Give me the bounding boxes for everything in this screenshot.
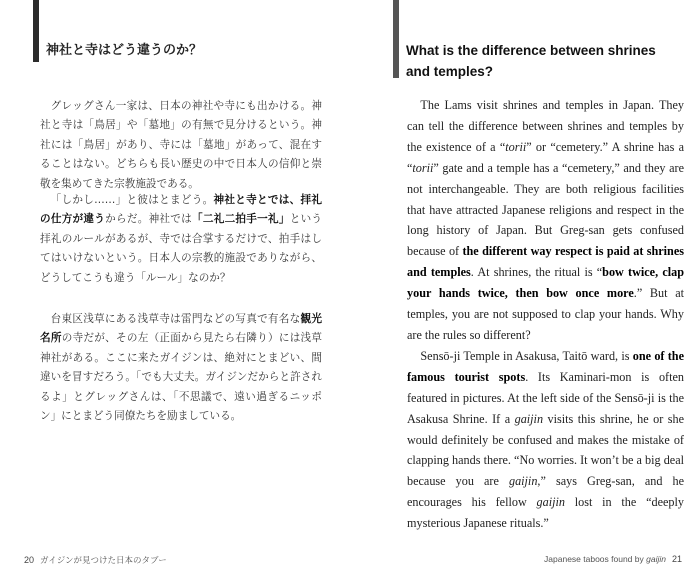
heading-accent-bar <box>393 0 399 78</box>
right-page-footer <box>544 554 682 564</box>
emphasis-text: 神社と寺とでは、拝礼の仕方が違う <box>40 194 323 226</box>
japanese-paragraph-1: グレッグさん一家は、日本の神社や寺にも出かける。神社と寺は「鳥居」や「墓地」の有無で見分けるという。神社には「鳥居」があり、寺には「墓地」があって、混在することはない。どちらも長い歴史の中で日本人の信仰と崇敬を集めてきた宗教施設である。 <box>40 100 322 190</box>
emphasis-text: 「二礼二拍手一礼」 <box>192 213 290 226</box>
page-heading-english: What is the difference between shrines and temples? <box>406 43 656 79</box>
emphasis-text: bow twice, clap your hands twice, then bow once more <box>407 265 684 301</box>
emphasis-text: one of the famous tourist spots <box>407 348 684 384</box>
english-body <box>407 95 684 534</box>
page-number: 20 <box>24 555 35 565</box>
english-paragraph-1: The Lams visit shrines and temples in Japan. They can tell the difference between shrines and temples by the existence of a “torii” or “cemetery.” A shrine has a “torii” gate and a temple has a “cemetery,” and they are not interchangeable. They are both religious facilities that have attracted Japanese religions and respect in the long history of Japan. But Greg-san gets confused because of the different way respect is paid at shrines and temples. At shrines, the ritual is “bow twice, clap your hands twice, then bow once more.” But at temples, you are not supposed to clap your hands. Why are the rules so different? <box>407 98 685 342</box>
page-number: 21 <box>671 554 682 564</box>
running-title: ガイジンが見つけた日本のタブー <box>40 555 167 565</box>
emphasis-text: 観光名所 <box>40 313 323 345</box>
page-heading-japanese: 神社と寺はどう違うのか？ <box>46 43 203 58</box>
right-page <box>350 0 700 582</box>
emphasis-text: the different way respect is paid at shrines and temples <box>407 244 684 280</box>
running-title: Japanese taboos found by gaijin <box>544 554 666 564</box>
left-page-footer <box>24 554 167 566</box>
japanese-paragraph-3: 台東区浅草にある浅草寺は雷門などの写真で有名な観光名所の寺だが、その左（正面から見たら右隣り）には浅草神社がある。ここに来たガイジンは、絶対にとまどい、間違いを冒すだろう。「でも大丈夫。ガイジンだからと許されるよ」とグレッグさんは、「不思議で、遠い過ぎるニッポン」にとまどう同僚たちを励ましている。 <box>40 313 323 423</box>
heading-accent-bar <box>33 0 39 62</box>
english-paragraph-2: Sensō-ji Temple in Asakusa, Taitō ward, is one of the famous tourist spots. Its Kaminari-mon is often featured in pictures. At the left side of the Sensō-ji is the Asakusa Shrine. If a gaijin visits this shrine, he or she would definitely be confused and makes the mistake of clapping hands there. “No worries. It won’t be a big deal because you are gaijin,” says Greg-san, and he encourages his fellow gaijin lost in the “deeply mysterious Japanese rituals.” <box>407 348 684 531</box>
japanese-paragraph-2: 「しかし……」と彼はとまどう。神社と寺とでは、拝礼の仕方が違うからだ。神社では「二礼二拍手一礼」という拝礼のルールがあるが、寺では合掌するだけで、拍手はしてはいけないという。日本人の宗教的施設でありながら、どうしてこうも違う「ルール」なのか？ <box>40 194 323 284</box>
